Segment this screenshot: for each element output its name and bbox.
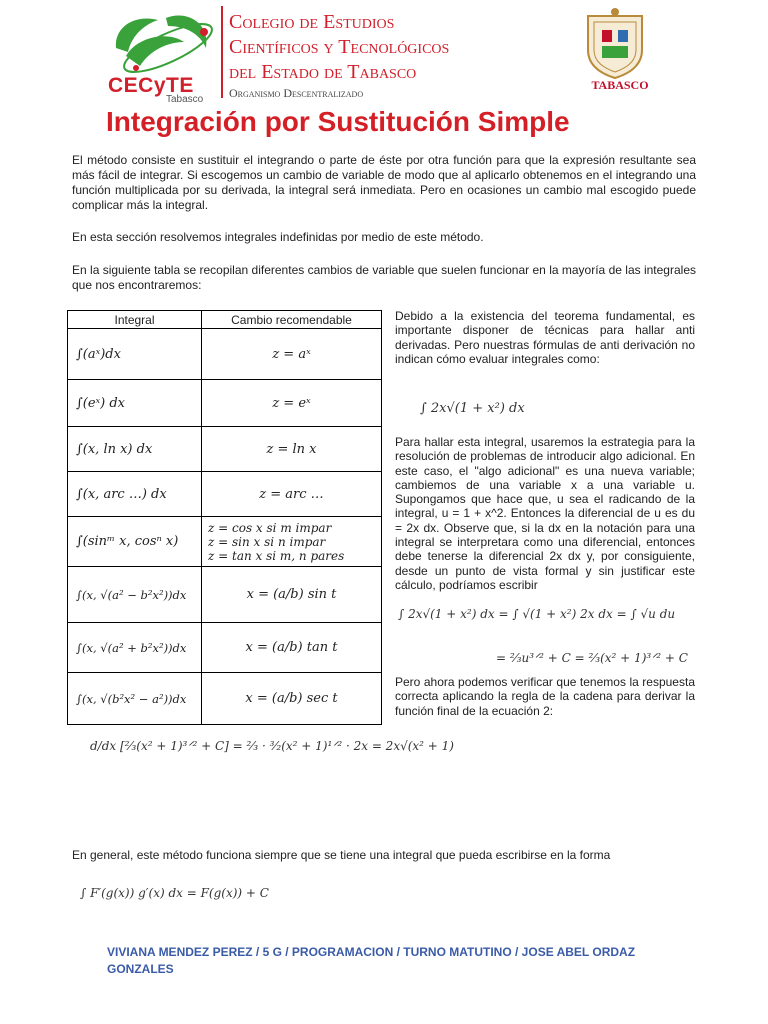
cambio-line: z = cos x si m impar <box>208 520 332 535</box>
integral-cell: ∫(sinᵐ x, cosⁿ x) <box>68 517 202 567</box>
cambio-cell: z = eˣ <box>202 380 382 427</box>
cambio-cell: x = (a/b) tan t <box>202 623 382 673</box>
right-paragraph-3: Pero ahora podemos verificar que tenemos la respuesta correcta aplicando la regla de la cadena para derivar la función final de la ecuación 2: <box>395 675 695 718</box>
column-header-cambio: Cambio recomendable <box>202 311 382 329</box>
integral-cell: ∫(x, arc …) dx <box>68 472 202 517</box>
college-name-line4: Organismo Descentralizado <box>229 86 364 100</box>
integral-cell: ∫(x, √(b²x² − a²))dx <box>68 673 202 725</box>
equation-2: ∫ 2x√(1 + x²) dx = ∫ √(1 + x²) 2x dx = ∫ √u du <box>398 607 676 621</box>
table-row <box>68 380 382 427</box>
integral-cell: ∫(eˣ) dx <box>68 380 202 427</box>
right-paragraph-2: Para hallar esta integral, usaremos la estrategia para la resolución de problemas de introducir algo adicional. En este caso, el "algo adicional" es una nueva variable; cambiemos de una variable x a una variable u. Supongamos que hace que, u sea el radicando de la integral, u = 1 + x^2. Entonces la diferencial de u es du = 2x dx. Observe que, si la dx en la notación para una integral se interpretara como una diferencial, entonces debe tenerse la diferencial 2x dx y, por consiguiente, desde un punto de vista formal y sin justificar este cálculo, podríamos escribir <box>395 435 695 592</box>
table-row <box>68 567 382 623</box>
logo-text: CECyTE <box>108 74 194 97</box>
table-header-row <box>68 311 382 329</box>
substitution-table <box>67 310 382 725</box>
logo-subtext: Tabasco <box>166 94 204 105</box>
cambio-cell: z = ln x <box>202 427 382 472</box>
footer-author: VIVIANA MENDEZ PEREZ / 5 G / PROGRAMACION / TURNO MATUTINO / JOSE ABEL ORDAZ GONZALES <box>107 945 636 976</box>
intro-paragraph-3: En la siguiente tabla se recopilan diferentes cambios de variable que suelen funcionar en la mayoría de las integrales que nos encontraremos: <box>72 263 696 292</box>
table-row <box>68 673 382 725</box>
table-row <box>68 623 382 673</box>
table-row <box>68 329 382 380</box>
table-row <box>68 472 382 517</box>
table-row <box>68 427 382 472</box>
column-header-integral: Integral <box>68 311 202 329</box>
cambio-cell: z = aˣ <box>202 329 382 380</box>
seal-label: TABASCO <box>591 78 649 92</box>
integral-cell: ∫(x, ln x) dx <box>68 427 202 472</box>
header-divider <box>221 6 223 98</box>
intro-paragraph-2: En esta sección resolvemos integrales indefinidas por medio de este método. <box>72 230 484 244</box>
equation-1: ∫ 2x√(1 + x²) dx <box>420 401 525 416</box>
intro-paragraph-1: El método consiste en sustituir el integrando o parte de éste por otra función para que la expresión resultante sea más fácil de integrar. Si escogemos un cambio de variable de modo que al aplicarlo obtenemos en el integrando una función multiplicada por su derivada, la integral será inmediata. Pero en ocasiones un cambio mal escogido puede complicar más la integral. <box>72 153 696 212</box>
equation-3: = ⅔u³ᐟ² + C = ⅔(x² + 1)³ᐟ² + C <box>496 651 688 665</box>
tabasco-seal-icon <box>574 6 656 86</box>
table-row <box>68 517 382 567</box>
cambio-line: z = sin x si n impar <box>208 534 326 549</box>
page-title: Integración por Sustitución Simple <box>106 106 570 137</box>
equation-derivative: d/dx [⅔(x² + 1)³ᐟ² + C] = ⅔ · ³⁄₂(x² + 1)¹ᐟ² · 2x = 2x√(x² + 1) <box>90 739 454 753</box>
right-paragraph-1: Debido a la existencia del teorema fundamental, es importante disponer de técnicas para hallar anti derivadas. Pero nuestras fórmulas de anti derivación no indican cómo evaluar integrales como: <box>395 309 695 366</box>
integral-cell: ∫(x, √(a² + b²x²))dx <box>68 623 202 673</box>
integral-cell: ∫(aˣ)dx <box>68 329 202 380</box>
college-name-line1: Colegio de Estudios <box>229 11 395 33</box>
college-name-line3: del Estado de Tabasco <box>229 61 417 83</box>
equation-general-form: ∫ F′(g(x)) g′(x) dx = F(g(x)) + C <box>80 886 269 900</box>
cambio-cell <box>202 517 382 567</box>
cambio-cell: z = arc … <box>202 472 382 517</box>
general-form-paragraph: En general, este método funciona siempre que se tiene una integral que pueda escribirse en la forma <box>72 848 611 862</box>
cambio-line: z = tan x si m, n pares <box>208 548 345 563</box>
college-name-line2: Científicos y Tecnológicos <box>229 36 450 58</box>
cambio-cell: x = (a/b) sin t <box>202 567 382 623</box>
integral-cell: ∫(x, √(a² − b²x²))dx <box>68 567 202 623</box>
cambio-cell: x = (a/b) sec t <box>202 673 382 725</box>
